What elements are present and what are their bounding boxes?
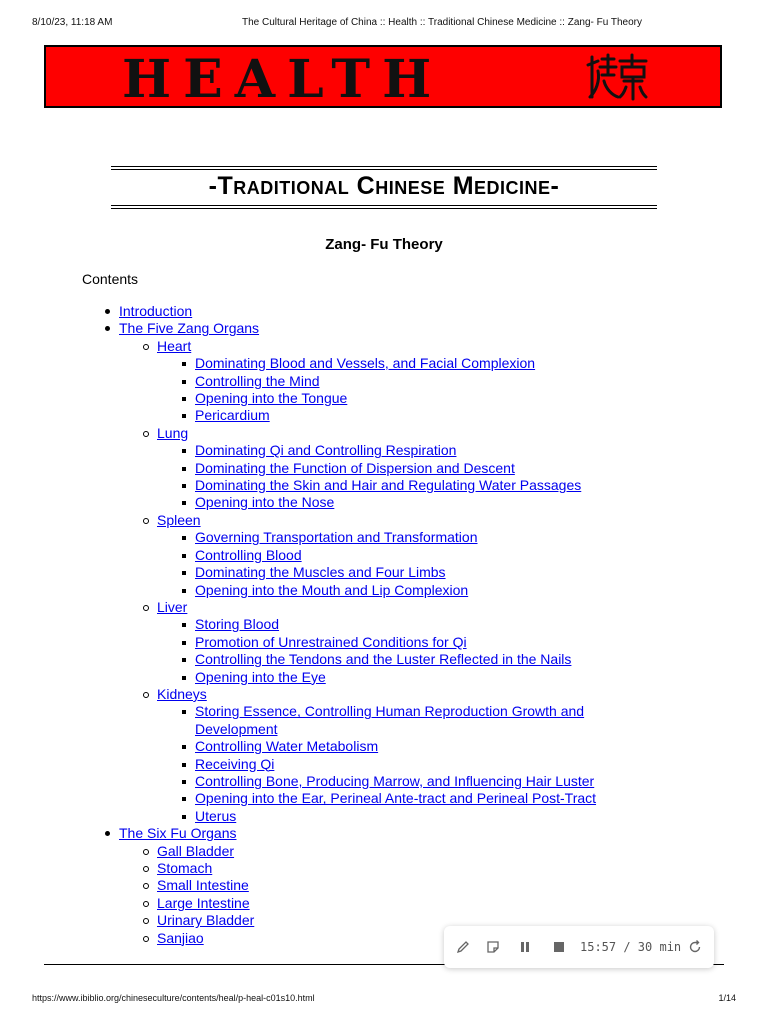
toc-link[interactable]: Controlling Water Metabolism [195,738,379,755]
toc-link[interactable]: Small Intestine [157,877,249,894]
toc-link[interactable]: Receiving Qi [195,755,275,772]
title-rule-bottom [111,205,657,206]
toc-link[interactable]: Dominating Blood and Vessels, and Facial Complexion [195,355,536,372]
toc-link[interactable]: Promotion of Unrestrained Conditions for Qi [195,633,467,650]
toc-item [157,843,659,860]
toc-link-six-fu[interactable]: The Six Fu Organs [119,825,237,842]
toc-link[interactable]: Controlling Bone, Producing Marrow, and Influencing Hair Luster [195,772,595,789]
toc-item [195,564,659,581]
toc-item [195,547,659,564]
banner-word: HEALTH [122,49,444,110]
toc-link[interactable]: Opening into the Mouth and Lip Complexion [195,581,469,598]
toc-link-lung[interactable]: Lung [157,424,189,441]
timer-readout: 15:57 / 30 min [580,940,682,954]
note-icon[interactable] [484,938,502,956]
toc-item [195,477,659,494]
toc-item [195,790,659,807]
toc-item [195,773,659,790]
page-subtitle: Zang- Fu Theory [325,236,443,253]
toc-link-kidneys[interactable]: Kidneys [157,685,207,702]
toc-link[interactable]: Storing Blood [195,616,280,633]
toc-item [157,877,659,894]
toc-link[interactable]: Controlling Blood [195,546,302,563]
toc-item [195,634,659,651]
toc-link[interactable]: Stomach [157,860,213,876]
toc-item [157,686,659,825]
toc-link[interactable]: Gall Bladder [157,842,235,859]
toc-item [157,338,659,425]
toc-item [195,390,659,407]
toc-item [119,303,659,320]
toc-link[interactable]: Dominating Qi and Controlling Respiration [195,442,457,459]
toc-link-heart[interactable]: Heart [157,337,192,354]
toc-link-spleen[interactable]: Spleen [157,511,201,528]
toc-link-liver[interactable]: Liver [157,598,188,615]
toc-link[interactable]: Governing Transportation and Transformation [195,529,478,546]
toc-link[interactable]: Pericardium [195,407,270,424]
toc-item [195,669,659,686]
reader-toolbar [444,926,714,968]
toc-item [195,582,659,599]
stop-icon[interactable] [550,938,568,956]
toc-item [119,320,659,825]
toc-item [195,756,659,773]
toc-item [195,738,659,755]
toc-link[interactable]: Controlling the Mind [195,372,320,389]
toc-item [195,355,659,372]
toc-link-five-zang[interactable]: The Five Zang Organs [119,320,260,337]
toc-item [195,703,659,738]
print-datetime: 8/10/23, 11:18 AM [32,17,113,28]
pencil-icon[interactable] [454,938,472,956]
toc-item [195,808,659,825]
toc-link[interactable]: Opening into the Nose [195,494,335,511]
toc-link[interactable]: Storing Essence, Controlling Human Reproduction Growth and Development [195,703,585,737]
toc-item [157,425,659,512]
toc-link[interactable]: Opening into the Tongue [195,390,348,407]
toc-item [157,860,659,877]
title-rule-bottom-2 [111,208,657,209]
toc-link[interactable]: Dominating the Skin and Hair and Regulating Water Passages [195,477,582,494]
page-title: -Traditional Chinese Medicine- [208,172,560,200]
print-header [32,15,736,29]
toc-link[interactable]: Opening into the Ear, Perineal Ante-tract and Perineal Post-Tract [195,790,597,807]
toc-link[interactable]: Sanjiao [157,929,204,946]
title-rule-top [111,166,657,167]
toc-link[interactable]: Opening into the Eye [195,668,326,685]
print-page-number: 1/14 [718,993,736,1003]
table-of-contents [119,303,659,947]
toc-link-introduction[interactable]: Introduction [119,303,193,319]
refresh-icon[interactable] [686,938,704,956]
toc-link[interactable]: Uterus [195,807,237,824]
toc-link[interactable]: Large Intestine [157,894,250,911]
seal-logo [586,51,650,103]
toc-item [157,599,659,686]
toc-item [157,895,659,912]
toc-link[interactable]: Dominating the Function of Dispersion and Descent [195,459,515,476]
toc-item [157,512,659,599]
toc-item [195,529,659,546]
toc-link[interactable]: Dominating the Muscles and Four Limbs [195,564,446,581]
contents-label: Contents [82,271,139,287]
toc-item [195,460,659,477]
toc-item [195,442,659,459]
toc-link[interactable]: Controlling the Tendons and the Luster Reflected in the Nails [195,651,572,668]
toc-item [195,651,659,668]
pause-icon[interactable] [516,938,534,956]
toc-item [195,494,659,511]
title-rule-top-2 [111,169,657,170]
toc-item [195,616,659,633]
print-page-title: The Cultural Heritage of China :: Health :: Traditional Chinese Medicine :: Zang- Fu Theory [242,17,643,28]
toc-link[interactable]: Urinary Bladder [157,912,255,929]
toc-item [195,373,659,390]
print-url: https://www.ibiblio.org/chineseculture/contents/heal/p-heal-c01s10.html [32,993,315,1003]
health-banner [44,45,722,108]
toc-item [195,407,659,424]
